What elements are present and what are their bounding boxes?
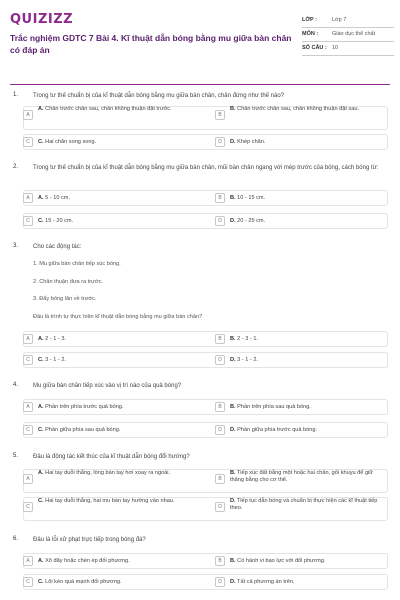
option-text: A. 2 - 1 - 3. [38,335,66,342]
option-d[interactable] [215,214,387,228]
meta-row-class [302,14,394,28]
worksheet-header [10,10,390,70]
option-a[interactable] [23,332,195,346]
option-d[interactable] [215,135,387,149]
option-letter: D [215,577,225,587]
option-b[interactable] [215,470,387,492]
option-d[interactable] [215,353,387,367]
option-letter: A [23,110,33,120]
option-text: C. Hai chân song song. [38,138,97,145]
option-a[interactable] [23,106,195,128]
option-letter: A [23,402,33,412]
option-text: B. Chân trước chân sau, chân không thuận đặt sau. [230,106,360,112]
meta-value: Giáo dục thể chất [332,31,376,37]
option-text: D. Khép chân. [230,138,266,145]
question-number: 3. [13,243,19,249]
option-text: A. Chân trước chân sau, chân không thuận đặt trước. [38,106,172,112]
worksheet-title: Trắc nghiệm GDTC 7 Bài 4. Kĩ thuật dẫn bóng bằng mu giữa bàn chân có đáp án [10,33,292,55]
option-letter: D [215,502,225,512]
meta-key: SỐ CÂU : [302,45,327,51]
option-text: D. Tất cả phương án trên. [230,578,295,585]
option-letter: D [215,137,225,147]
option-c[interactable] [23,575,195,589]
question-number: 4. [13,382,19,388]
option-text: D. Tiếp tục dẫn bóng và chuẩn bị thực hiện các kĩ thuật tiếp theo. [230,498,378,511]
option-text: B. Phần trên phía sau quả bóng. [230,403,311,410]
option-b[interactable] [215,106,387,128]
option-letter: C [23,216,33,226]
option-letter: D [215,425,225,435]
quizizz-logo: QUIZIZZ [10,12,74,27]
option-text: D. 20 - 25 cm. [230,217,266,224]
question-text: Trong tư thế chuẩn bị của kĩ thuật dẫn bóng bằng mu giữa bàn chân, chân đứng như thế nào? [33,93,285,99]
option-letter: D [215,355,225,365]
option-text: C. 3 - 1 - 2. [38,356,66,363]
question-2 [10,164,390,234]
option-text: C. Lôi kéo quá mạnh đối phương. [38,578,122,585]
option-letter: B [215,402,225,412]
option-letter: A [23,474,33,484]
meta-value: Lớp 7 [332,17,347,23]
option-letter: A [23,193,33,203]
option-text: A. Xô đẩy hoặc chèn ép đối phương. [38,557,130,564]
option-b[interactable] [215,332,387,346]
option-c[interactable] [23,423,195,437]
option-a[interactable] [23,470,195,492]
option-text: B. 10 - 15 cm. [230,194,266,201]
question-text: Cho các động tác: [33,244,82,250]
option-letter: C [23,502,33,512]
statement-line: 3. Đẩy bóng lăn về trước. [33,296,97,302]
option-a[interactable] [23,400,195,414]
option-letter: B [215,474,225,484]
option-c[interactable] [23,498,195,520]
meta-table [302,14,394,56]
statement-line: 2. Chân thuận đưa ra trước. [33,279,103,285]
option-text: C. Hai tay duỗi thẳng, hai mu bàn tay hướng vào nhau. [38,498,175,504]
option-c[interactable] [23,135,195,149]
option-b[interactable] [215,191,387,205]
option-c[interactable] [23,214,195,228]
option-d[interactable] [215,498,387,520]
option-a[interactable] [23,191,195,205]
option-letter: A [23,334,33,344]
option-letter: B [215,110,225,120]
question-text: Đâu là lỗi xử phạt trực tiếp trong bóng đá? [33,537,146,543]
option-letter: A [23,556,33,566]
option-b[interactable] [215,554,387,568]
question-6 [10,536,390,596]
question-number: 1. [13,92,19,98]
option-text: D. Phần giữa phía trước quả bóng. [230,426,318,433]
option-d[interactable] [215,575,387,589]
meta-row-subject [302,28,394,42]
question-5 [10,453,390,525]
option-letter: C [23,137,33,147]
option-letter: C [23,425,33,435]
question-1 [10,92,390,152]
option-c[interactable] [23,353,195,367]
question-4 [10,382,390,442]
option-text: A. Phần trên phía trước quả bóng. [38,403,124,410]
option-letter: B [215,556,225,566]
question-3 [10,243,390,371]
option-b[interactable] [215,400,387,414]
question-number: 2. [13,164,19,170]
option-letter: D [215,216,225,226]
header-divider [10,84,390,85]
statement-line: 1. Mu giữa bàn chân tiếp xúc bóng. [33,261,121,267]
option-text: C. 15 - 20 cm. [38,217,74,224]
meta-row-count [302,42,394,56]
question-text: Mu giữa bàn chân tiếp xúc vào vị trí nào của quả bóng? [33,383,182,389]
question-prompt: Đâu là trình tự thực hiện kĩ thuật dẫn bóng bằng mu giữa bàn chân? [33,314,203,320]
meta-key: LỚP : [302,17,317,23]
option-text: B. 2 - 3 - 1. [230,335,258,342]
option-text: A. 5 - 10 cm. [38,194,71,201]
option-text: A. Hai tay duỗi thẳng, lòng bàn tay hơi xoay ra ngoài. [38,470,171,476]
option-text: B. Có hành vi bạo lực với đối phương. [230,557,326,564]
meta-value: 10 [332,45,339,51]
option-text: C. Phần giữa phía sau quả bóng. [38,426,121,433]
option-letter: C [23,577,33,587]
option-d[interactable] [215,423,387,437]
question-number: 5. [13,453,19,459]
option-letter: C [23,355,33,365]
question-text: Trong tư thế chuẩn bị của kĩ thuật dẫn bóng bằng mu giữa bàn chân, mũi bàn chân ngang với mép trước của bóng, cách bóng từ: [33,165,379,171]
option-a[interactable] [23,554,195,568]
option-text: D. 3 - 1 - 2. [230,356,258,363]
meta-key: MÔN : [302,31,319,37]
option-letter: B [215,193,225,203]
question-text: Đâu là động tác kết thúc của kĩ thuật dẫn bóng đổi hướng? [33,454,190,460]
question-number: 6. [13,536,19,542]
option-text: B. Tiếp xúc đất bằng một hoặc hai chân, gối khuỵu để giữ thăng bằng cho cơ thể. [230,470,374,483]
option-letter: B [215,334,225,344]
